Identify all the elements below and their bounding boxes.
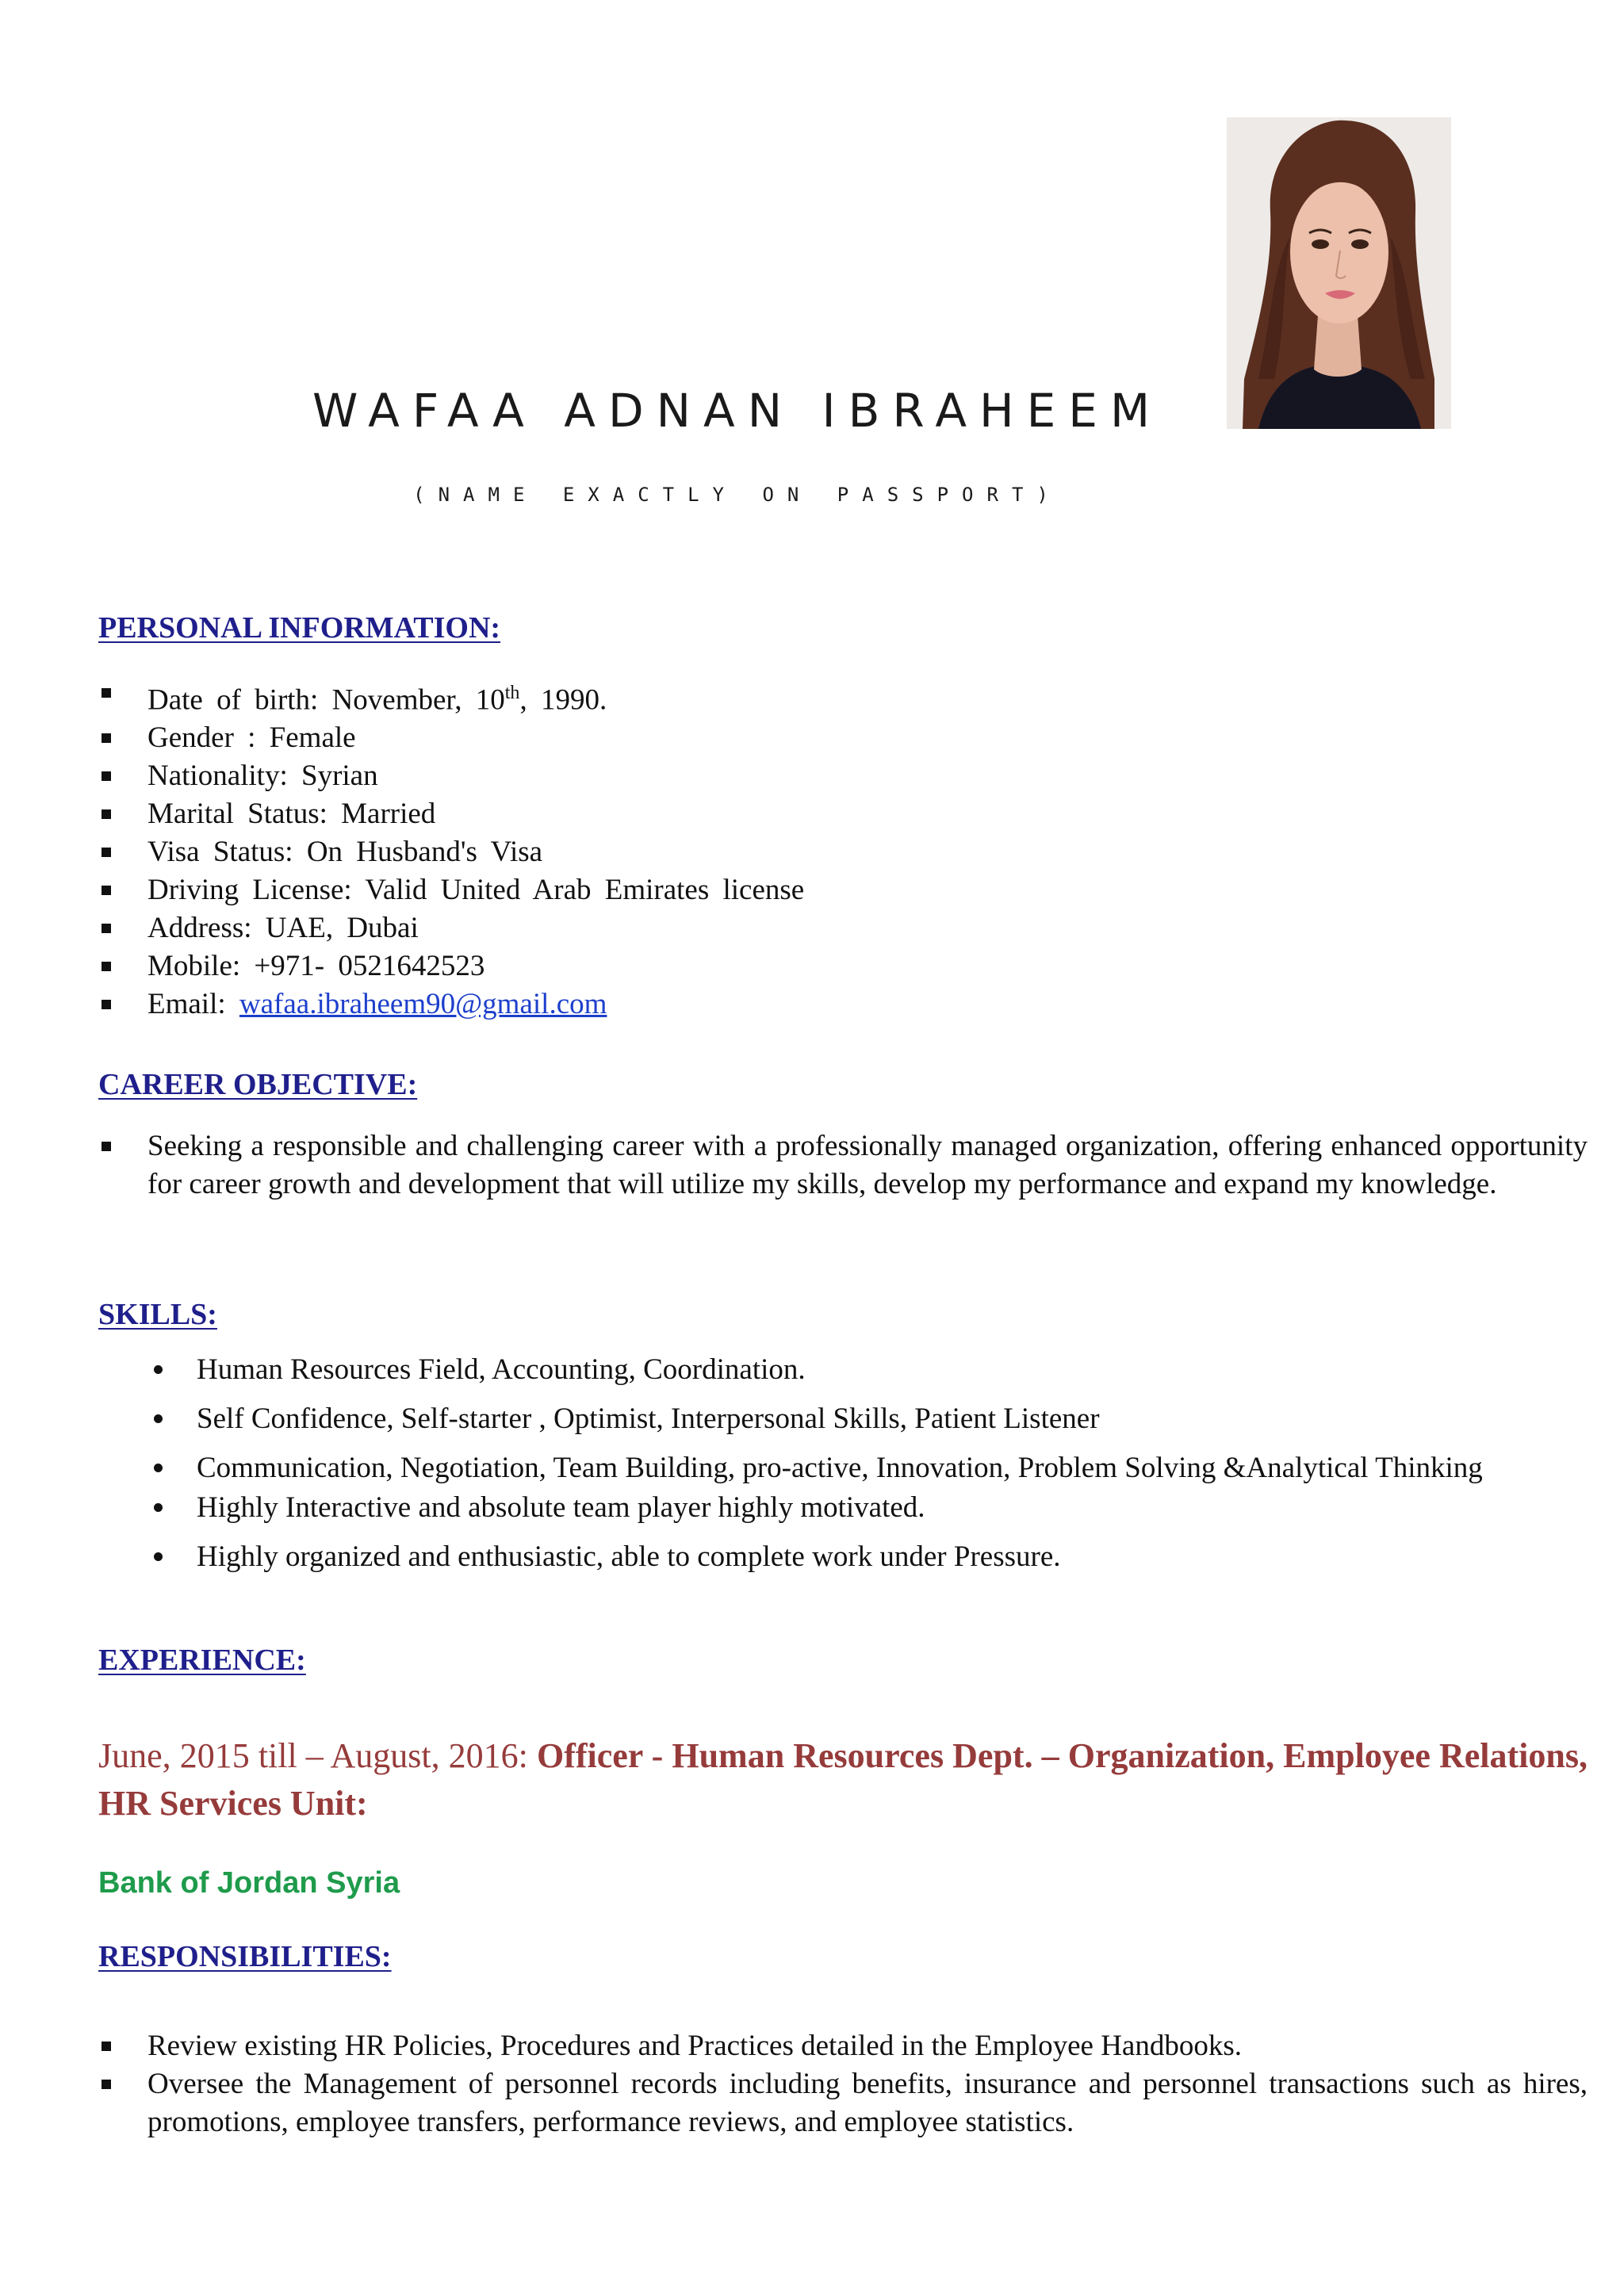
skill-item <box>98 1449 1588 1487</box>
skill-item <box>98 1351 1588 1389</box>
skill-text: Human Resources Field, Accounting, Coordination. <box>197 1353 806 1386</box>
experience-position: Officer - Human Resources Dept. – Organization, Employee Relations, HR Services Unit: <box>98 1736 1588 1823</box>
responsibility-item <box>98 2027 1588 2065</box>
gender-text: Gender : Female <box>147 721 356 755</box>
square-bullet-icon <box>102 924 111 933</box>
skills-list <box>98 1351 1588 1587</box>
driving-item <box>98 871 1588 909</box>
email-item <box>98 985 1588 1024</box>
skill-item <box>98 1489 1588 1527</box>
gender-item <box>98 719 1588 757</box>
square-bullet-icon <box>102 2080 111 2089</box>
career-objective-list <box>98 1127 1588 1203</box>
dob-text: Date of birth: November, 10 <box>147 683 505 717</box>
round-bullet-icon <box>154 1503 163 1512</box>
dob-suffix: , 1990. <box>519 683 607 717</box>
skill-text: Self Confidence, Self-starter , Optimist, Interpersonal Skills, Patient Listener <box>197 1402 1100 1435</box>
experience-title <box>98 1732 1588 1827</box>
address-text: Address: UAE, Dubai <box>147 912 419 945</box>
driving-text: Driving License: Valid United Arab Emirates license <box>147 874 805 907</box>
company-name: Bank of Jordan Syria <box>98 1866 400 1900</box>
square-bullet-icon <box>102 809 111 819</box>
career-objective-text: Seeking a responsible and challenging career with a professionally managed organization, offering enhanced opportunity for career growth and development that will utilize my skills, develop my performance and expand my knowledge. <box>147 1130 1588 1200</box>
experience-heading: EXPERIENCE: <box>98 1644 306 1677</box>
visa-text: Visa Status: On Husband's Visa <box>147 836 543 869</box>
square-bullet-icon <box>102 848 111 857</box>
round-bullet-icon <box>154 1464 163 1472</box>
career-objective-item <box>98 1127 1588 1203</box>
career-objective-heading: CAREER OBJECTIVE: <box>98 1068 418 1101</box>
skill-text: Communication, Negotiation, Team Building, pro-active, Innovation, Problem Solving &Analytical Thinking <box>197 1452 1483 1484</box>
address-item <box>98 909 1588 947</box>
skill-text: Highly Interactive and absolute team player highly motivated. <box>197 1491 925 1524</box>
responsibilities-heading: RESPONSIBILITIES: <box>98 1940 392 1973</box>
profile-photo-image <box>1227 117 1451 429</box>
skills-heading: SKILLS: <box>98 1298 217 1331</box>
candidate-name: WAFAA ADNAN IBRAHEEM <box>312 384 1162 438</box>
responsibility-text: Oversee the Management of personnel records including benefits, insurance and personnel transactions such as hires, promotions, employee transfers, performance reviews, and employee statistics. <box>147 2068 1588 2138</box>
email-label: Email: <box>147 988 226 1021</box>
dob-item <box>98 674 1588 719</box>
square-bullet-icon <box>102 886 111 895</box>
experience-dates: June, 2015 till – August, 2016: <box>98 1736 528 1775</box>
round-bullet-icon <box>154 1365 163 1374</box>
nationality-item <box>98 757 1588 795</box>
square-bullet-icon <box>102 771 111 781</box>
square-bullet-icon <box>102 1000 111 1009</box>
skill-item <box>98 1400 1588 1438</box>
mobile-text: Mobile: +971- 0521642523 <box>147 950 485 983</box>
round-bullet-icon <box>154 1552 163 1561</box>
marital-text: Marital Status: Married <box>147 798 436 831</box>
responsibilities-list <box>98 2027 1588 2141</box>
skill-item <box>98 1538 1588 1576</box>
email-link[interactable]: wafaa.ibraheem90@gmail.com <box>239 988 607 1021</box>
round-bullet-icon <box>154 1414 163 1423</box>
personal-info-list <box>98 674 1588 1024</box>
square-bullet-icon <box>102 1142 111 1151</box>
marital-item <box>98 795 1588 833</box>
square-bullet-icon <box>102 688 111 698</box>
name-subtitle: (NAME EXACTLY ON PASSPORT) <box>413 484 1062 506</box>
skill-text: Highly organized and enthusiastic, able to complete work under Pressure. <box>197 1540 1061 1573</box>
profile-photo <box>1227 117 1451 429</box>
square-bullet-icon <box>102 733 111 743</box>
responsibility-item <box>98 2065 1588 2141</box>
mobile-item <box>98 947 1588 985</box>
responsibility-text: Review existing HR Policies, Procedures and Practices detailed in the Employee Handbooks. <box>147 2030 1242 2062</box>
personal-info-heading: PERSONAL INFORMATION: <box>98 611 501 645</box>
visa-item <box>98 833 1588 871</box>
nationality-text: Nationality: Syrian <box>147 760 378 793</box>
square-bullet-icon <box>102 962 111 971</box>
square-bullet-icon <box>102 2042 111 2051</box>
dob-sup: th <box>504 683 520 703</box>
